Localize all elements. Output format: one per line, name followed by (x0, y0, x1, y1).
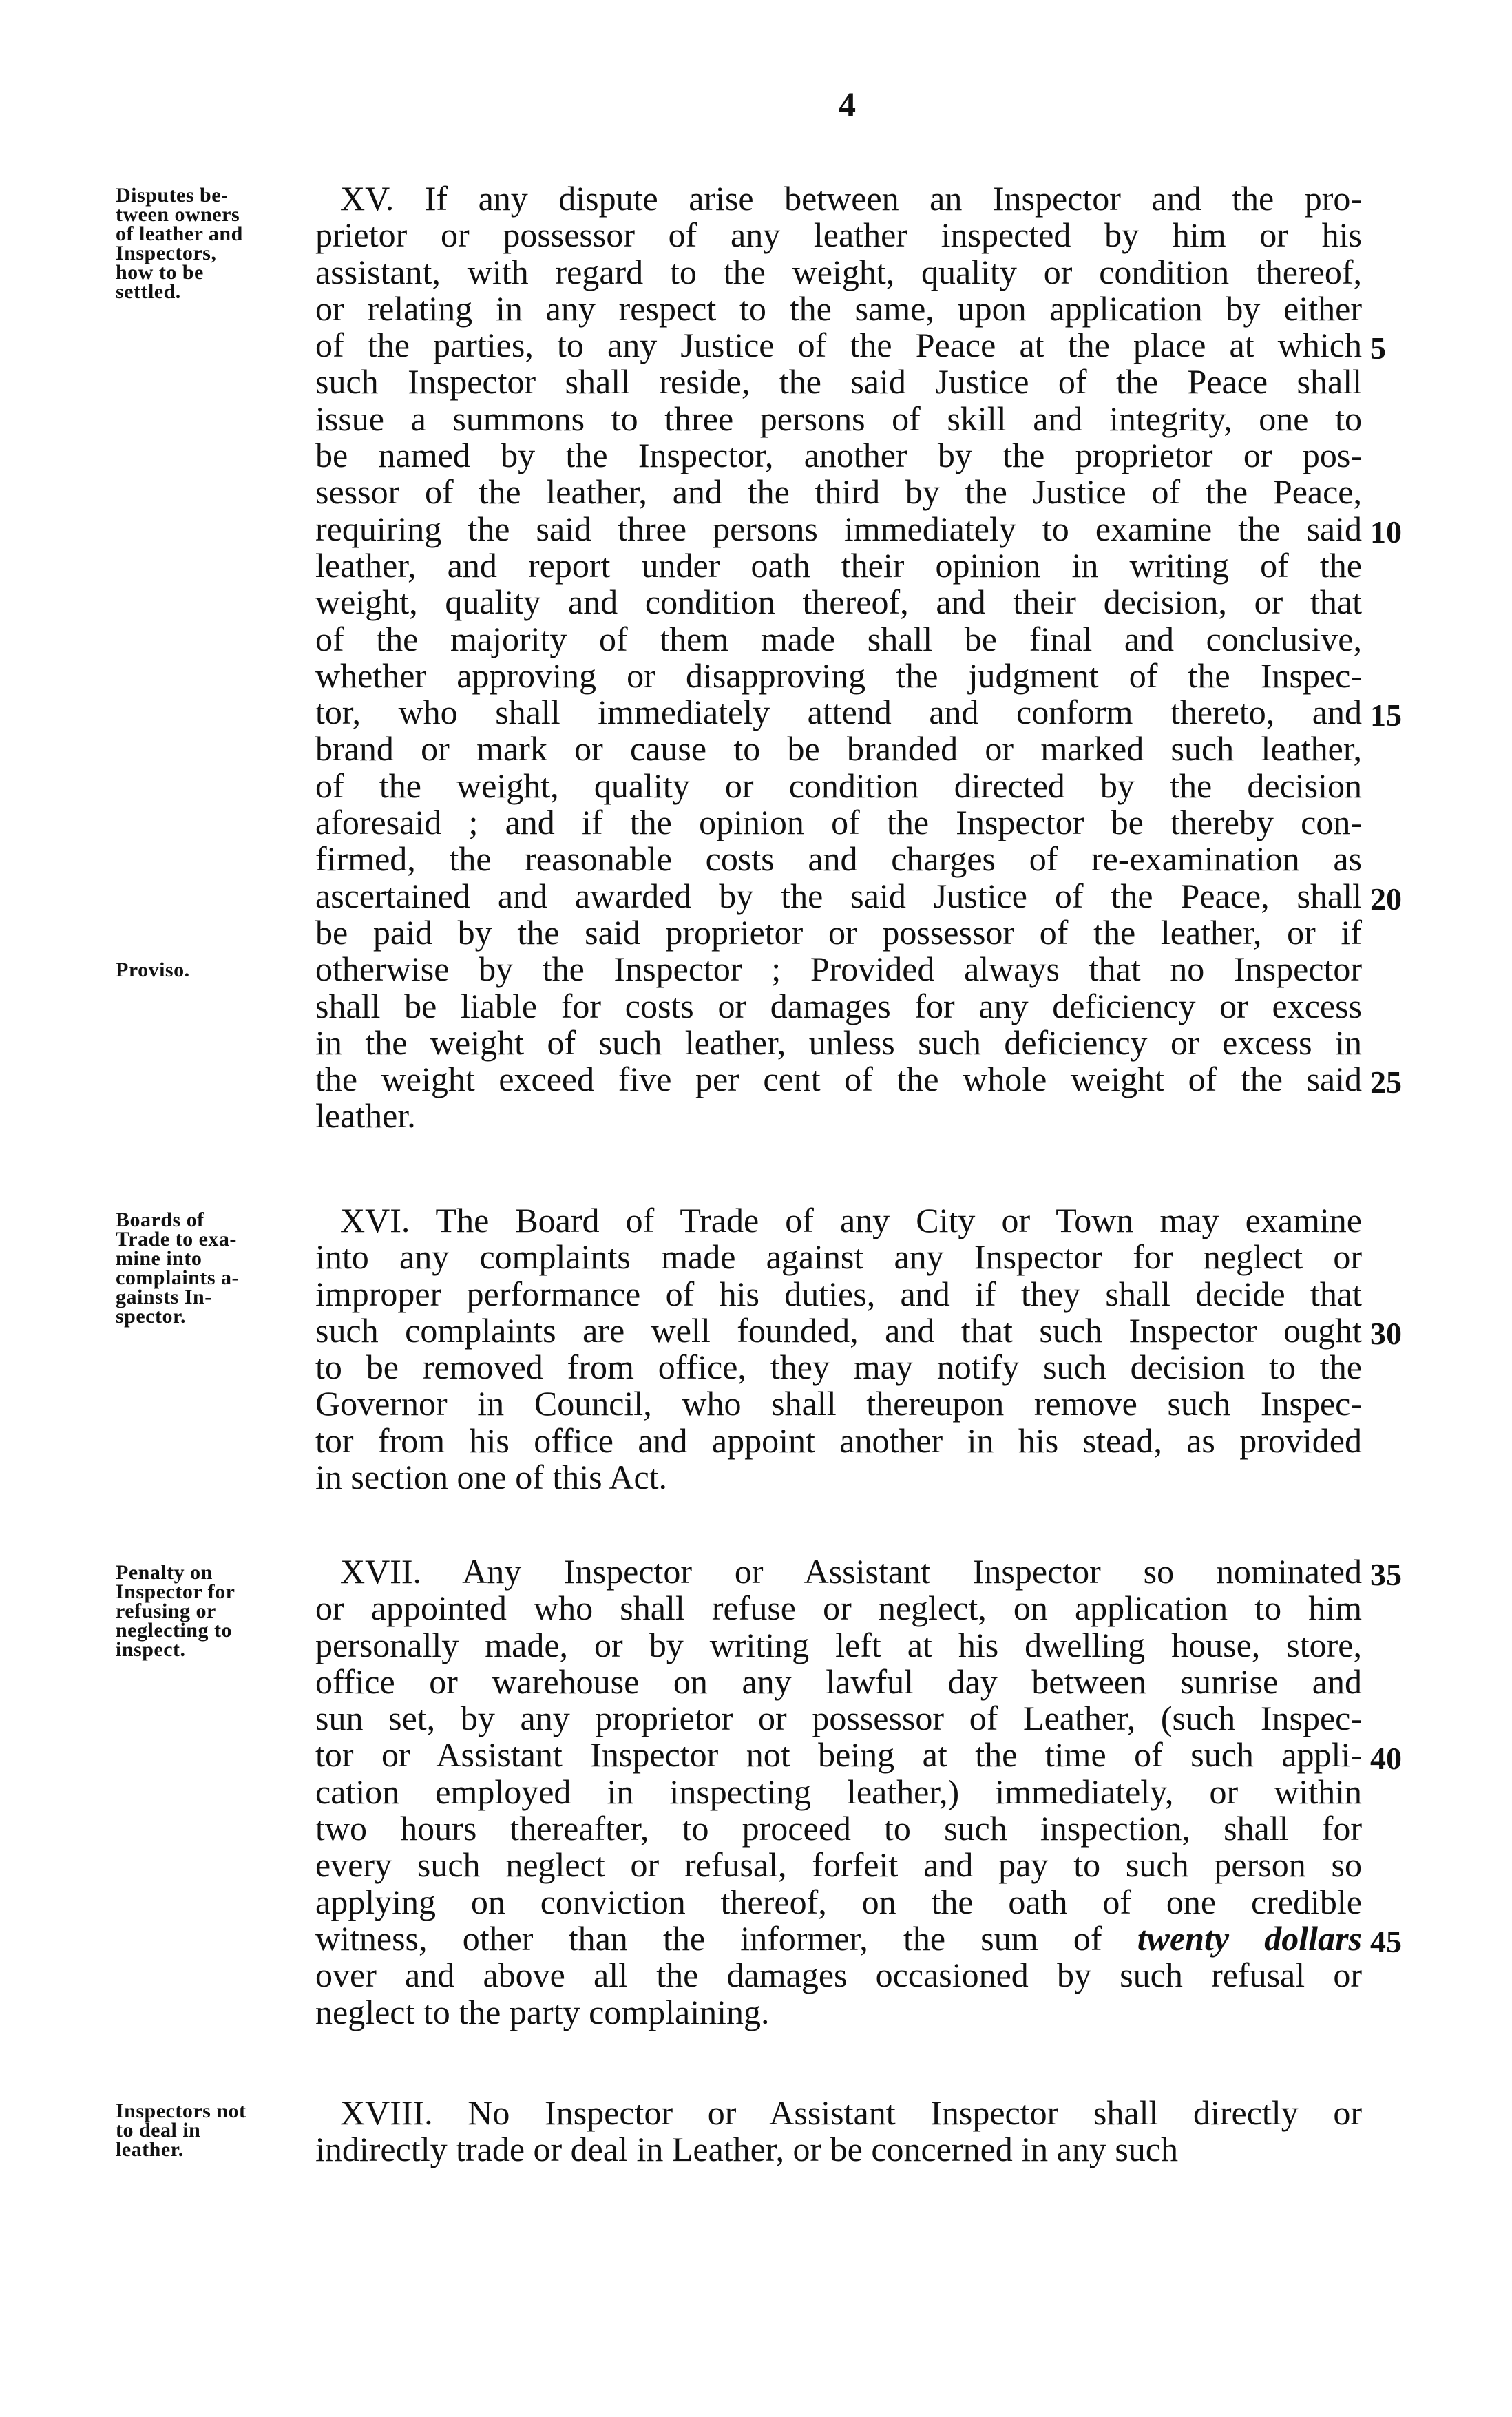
text-line: to be removed from office, they may notify such decision to the (315, 1348, 1362, 1387)
margin-note-line: to deal in (116, 2119, 201, 2142)
text-line: brand or mark or cause to be branded or marked such leather, (315, 729, 1362, 768)
text-line: firmed, the reasonable costs and charges of re-examination as (315, 839, 1362, 879)
text-line: tor from his office and appoint another in his stead, as provided (315, 1421, 1362, 1460)
text-line: two hours thereafter, to proceed to such inspection, shall for (315, 1809, 1362, 1848)
text-line: in section one of this Act. (315, 1458, 668, 1497)
text-line: office or warehouse on any lawful day between sunrise and (315, 1662, 1362, 1701)
text-line: be paid by the said proprietor or possessor of the leather, or if (315, 912, 1362, 952)
margin-note-line: tween owners (116, 203, 240, 226)
text-line: XVII. Any Inspector or Assistant Inspector so nominated (340, 1552, 1362, 1591)
text-line: leather. (315, 1096, 416, 1136)
line-number: 30 (1370, 1315, 1402, 1351)
margin-note-line: Disputes be- (116, 184, 229, 207)
section-body (315, 2095, 1362, 2168)
line-number: 20 (1370, 881, 1402, 917)
text-line: aforesaid ; and if the opinion of the Inspector be thereby con- (315, 803, 1362, 842)
margin-note-line: Trade to exa- (116, 1228, 237, 1251)
margin-note-line: Boards of (116, 1208, 204, 1231)
text-line: such Inspector shall reside, the said Justice of the Peace shall (315, 362, 1362, 401)
text-line: over and above all the damages occasioned by such refusal or (315, 1956, 1362, 1995)
line-number: 35 (1370, 1557, 1402, 1592)
margin-note-line: Inspector for (116, 1580, 235, 1603)
text-line: personally made, or by writing left at his dwelling house, store, (315, 1625, 1362, 1664)
margin-note-line: complaints a- (116, 1266, 239, 1289)
text-line: shall be liable for costs or damages for any deficiency or excess (315, 986, 1362, 1025)
margin-note-line: spector. (116, 1305, 187, 1328)
text-line: XVI. The Board of Trade of any City or Town may examine (340, 1201, 1362, 1239)
text-line: or relating in any respect to the same, upon application by either (315, 289, 1362, 328)
text-line: XV. If any dispute arise between an Inspector and the pro- (340, 179, 1362, 218)
text-line: ascertained and awarded by the said Justice of the Peace, shall (315, 876, 1362, 915)
text-line: whether approving or disapproving the judgment of the Inspec- (315, 656, 1362, 695)
text-line: of the parties, to any Justice of the Peace at the place at which (315, 326, 1362, 365)
margin-note-line: refusing or (116, 1600, 216, 1622)
margin-note-line: of leather and (116, 222, 243, 245)
text-line: leather, and report under oath their opinion in writing of the (315, 545, 1362, 585)
margin-note-inspectors-not-to-deal (116, 2102, 305, 2159)
margin-note-line: how to be (116, 261, 204, 284)
line-number: 15 (1370, 698, 1402, 733)
text-line: issue a summons to three persons of skill and integrity, one to (315, 399, 1362, 438)
section-body (315, 1202, 1362, 1496)
text-line: be named by the Inspector, another by the proprietor or pos- (315, 436, 1362, 475)
text-line: tor, who shall immediately attend and conform thereto, and (315, 693, 1362, 732)
text-line: indirectly trade or deal in Leather, or be concerned in any such (315, 2130, 1179, 2169)
text-line: every such neglect or refusal, forfeit and pay to such person so (315, 1845, 1362, 1885)
text-line: applying on conviction thereof, on the oath of one credible (315, 1882, 1362, 1921)
margin-note-line: leather. (116, 2138, 184, 2161)
text-line: witness, other than the informer, the sum of twenty dollars (315, 1918, 1362, 1958)
line-number: 25 (1370, 1065, 1402, 1100)
text-line: neglect to the party complaining. (315, 1992, 770, 2031)
text-line: assistant, with regard to the weight, quality or condition thereof, (315, 252, 1362, 291)
text-line: into any complaints made against any Inspector for neglect or (315, 1237, 1362, 1277)
text-line: such complaints are well founded, and that such Inspector ought (315, 1310, 1362, 1350)
text-line: sun set, by any proprietor or possessor of Leather, (such Inspec- (315, 1699, 1362, 1738)
margin-note-line: Inspectors not (116, 2100, 246, 2122)
text-line: XVIII. No Inspector or Assistant Inspector shall directly or (340, 2093, 1362, 2132)
line-number: 5 (1370, 331, 1386, 366)
margin-note-line: Inspectors, (116, 242, 217, 264)
text-line: or appointed who shall refuse or neglect, on application to him (315, 1589, 1362, 1628)
text-line: prietor or possessor of any leather inspected by him or his (315, 216, 1362, 255)
margin-note-proviso: Proviso. (116, 959, 190, 982)
page-number: 4 (839, 85, 856, 123)
margin-note-line: gainsts In- (116, 1286, 212, 1308)
emphasized-amount: twenty dollars (1137, 1918, 1362, 1958)
margin-note-disputes (116, 186, 305, 302)
margin-note-line: settled. (116, 280, 181, 303)
text-line: otherwise by the Inspector ; Provided always that no Inspector (315, 950, 1362, 989)
text-line: sessor of the leather, and the third by the Justice of the Peace, (315, 472, 1362, 512)
margin-note-line: Penalty on (116, 1561, 213, 1584)
margin-note-boards-of-trade (116, 1208, 305, 1328)
text-line: cation employed in inspecting leather,) immediately, or within (315, 1772, 1362, 1811)
section-body (315, 180, 1362, 1135)
text-line: the weight exceed five per cent of the whole weight of the said (315, 1060, 1362, 1099)
section-body (315, 1553, 1362, 2031)
text-line: of the majority of them made shall be final and conclusive, (315, 619, 1362, 658)
text-line: tor or Assistant Inspector not being at the time of such appli- (315, 1735, 1362, 1775)
margin-note-line: inspect. (116, 1638, 186, 1661)
text-line: requiring the said three persons immediately to examine the said (315, 509, 1362, 548)
margin-note-penalty (116, 1563, 305, 1660)
margin-note-line: mine into (116, 1247, 202, 1270)
text-line: Governor in Council, who shall thereupon remove such Inspec- (315, 1384, 1362, 1423)
text-line: weight, quality and condition thereof, and their decision, or that (315, 583, 1362, 622)
line-number: 10 (1370, 514, 1402, 550)
line-number: 40 (1370, 1740, 1402, 1776)
text-line: in the weight of such leather, unless such deficiency or excess in (315, 1023, 1362, 1062)
margin-note-line: neglecting to (116, 1619, 232, 1642)
text-line: of the weight, quality or condition directed by the decision (315, 766, 1362, 805)
line-number: 45 (1370, 1924, 1402, 1959)
text-line: improper performance of his duties, and if they shall decide that (315, 1274, 1362, 1313)
